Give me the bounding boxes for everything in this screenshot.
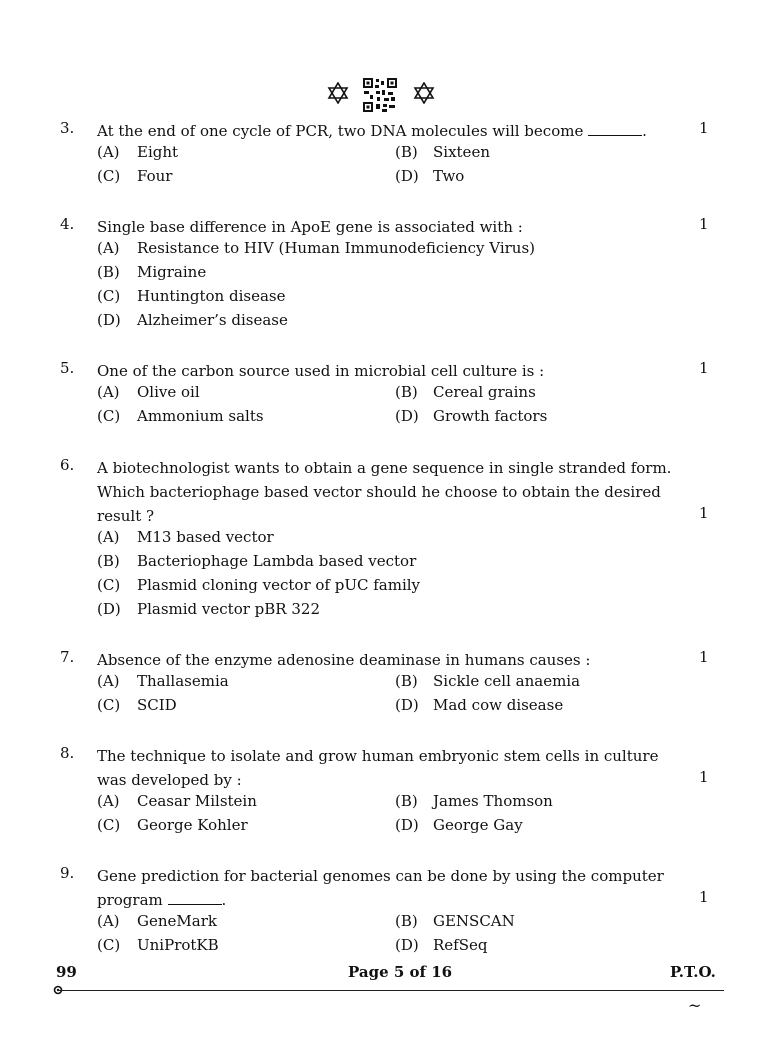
question-text: Gene prediction for bacterial genomes can be done by using the computer program .	[97, 867, 664, 909]
tilde-mark: ~	[688, 996, 702, 1015]
footer-rule	[57, 990, 724, 991]
pto-label: P.T.O.	[670, 963, 716, 981]
question-text: Single base difference in ApoE gene is associated with :	[97, 218, 523, 236]
star-of-david-icon	[327, 82, 349, 104]
question-text: A biotechnologist wants to obtain a gene sequence in single stranded form. Which bacteriophage based vector should he choose to obtain the desired result ?	[97, 459, 672, 525]
question-number: 7.	[60, 648, 75, 666]
question-number: 4.	[60, 215, 75, 233]
star-of-david-icon	[413, 82, 435, 104]
answer-blank	[168, 890, 222, 905]
question-marks: 1	[699, 888, 709, 906]
question-text: At the end of one cycle of PCR, two DNA molecules will become .	[97, 122, 647, 140]
question-marks: 1	[699, 215, 709, 233]
question-number: 8.	[60, 744, 75, 762]
question-marks: 1	[699, 504, 709, 522]
question-marks: 1	[699, 119, 709, 137]
answer-blank	[588, 121, 642, 136]
question-text: The technique to isolate and grow human embryonic stem cells in culture was developed by :	[97, 747, 659, 789]
page-number: Page 5 of 16	[348, 963, 453, 981]
question-number: 6.	[60, 456, 75, 474]
question-marks: 1	[699, 359, 709, 377]
question-number: 9.	[60, 864, 75, 882]
question-number: 5.	[60, 359, 75, 377]
question-text: Absence of the enzyme adenosine deaminase in humans causes :	[97, 651, 591, 669]
question-number: 3.	[60, 119, 75, 137]
paper-code: 99	[56, 963, 77, 981]
qr-code-icon	[363, 78, 397, 112]
question-text: One of the carbon source used in microbial cell culture is :	[97, 362, 545, 380]
page-header	[0, 78, 768, 112]
question-marks: 1	[699, 648, 709, 666]
question-marks: 1	[699, 768, 709, 786]
